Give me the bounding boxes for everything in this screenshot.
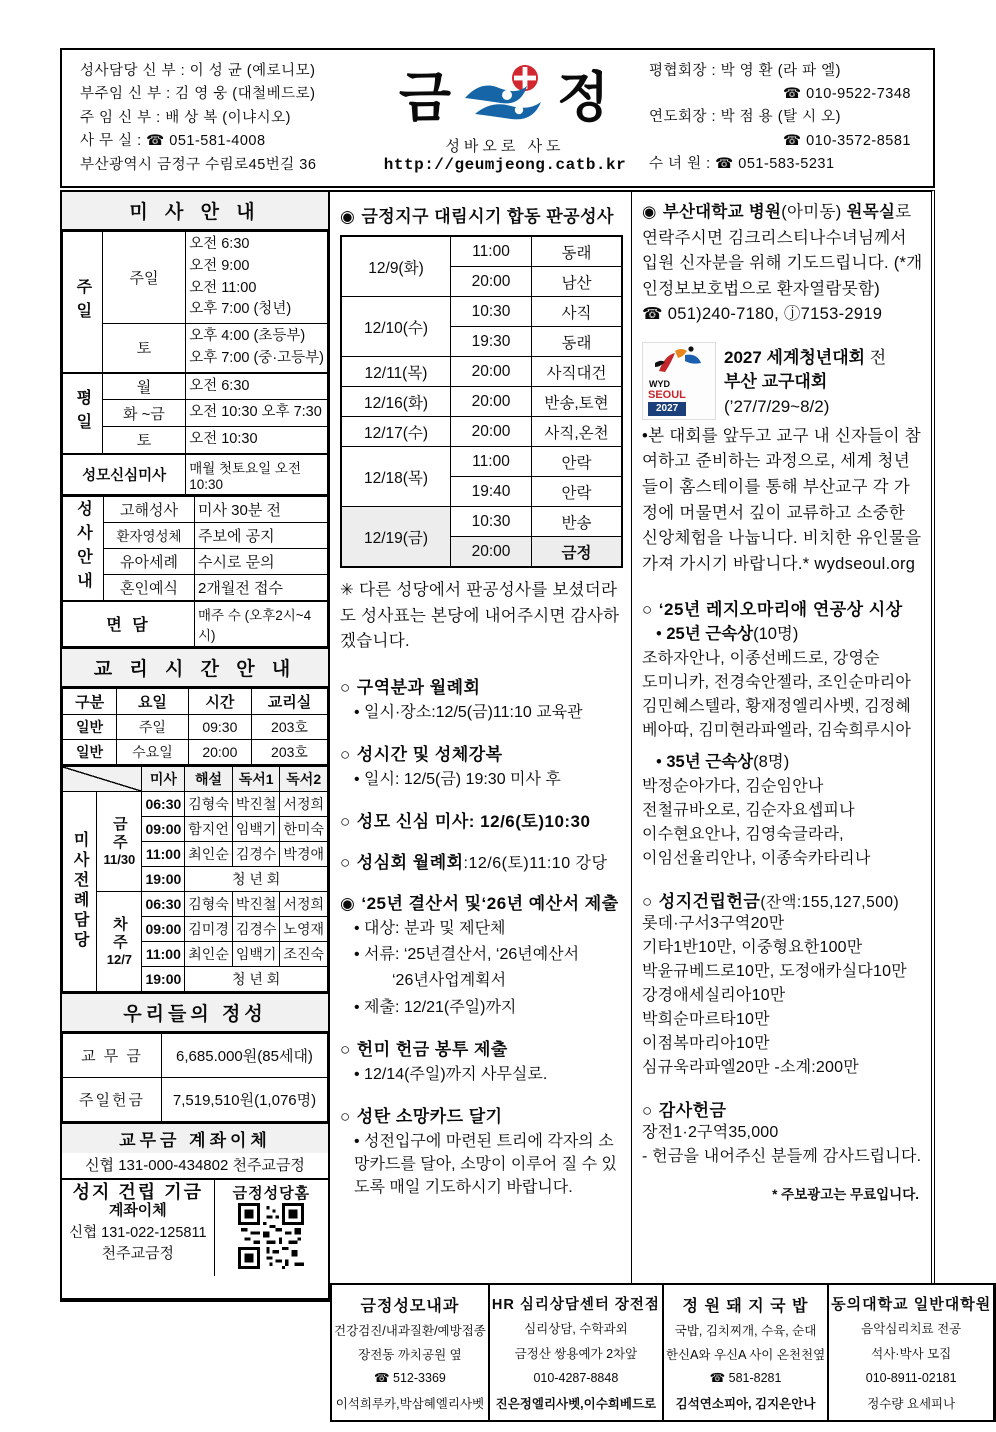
- confession-time: 19:40: [451, 477, 532, 507]
- roster-header: 독서1: [232, 766, 280, 792]
- offerings-title: 우리들의 정성: [62, 992, 328, 1033]
- offering-name: 주일헌금: [63, 1077, 162, 1121]
- confession-table: [340, 235, 623, 568]
- notice-holyhour: ○ 성시간 및 성체강복 • 일시: 12/5(금) 19:30 미사 후: [340, 744, 561, 788]
- notice-monthly: ○ 구역분과 월례회 • 일시·장소:12/5(금)11:10 교육관: [340, 677, 583, 721]
- confession-date-highlighted: 12/19(금): [341, 507, 451, 568]
- header-contact-left: [62, 50, 367, 186]
- marian-mass-label: 성모신심미사: [63, 454, 186, 495]
- ad-restaurant: 정 원 돼 지 국 밥 국밥, 김치찌개, 수육, 순대 한신A와 우신A 사이 온천천옆 ☎ 581-8281 김석연소피아, 김지은안나: [663, 1283, 828, 1422]
- wyd-section: [642, 342, 923, 420]
- confession-place: 사직: [532, 297, 623, 327]
- ad-counseling: HR 심리상담센터 장전점 심리상담, 수학과외 금정산 쌍용예가 2차앞 010-4287-8848 진은정엘리사벳,이수희베드로: [489, 1283, 663, 1422]
- roster-cell: 김형숙: [185, 891, 233, 916]
- sunday-label: 주일: [102, 232, 185, 324]
- catechism-header: 구분: [63, 688, 117, 714]
- masthead-subtitle: 성바오로 사도: [445, 138, 565, 155]
- ad-clinic: 금정성모내과 건강검진/내과질환/예방접종 장전동 까치공원 옆 ☎ 512-3369 이석희루카,박삼혜엘리사벳: [330, 1283, 489, 1422]
- masthead: [367, 50, 643, 186]
- roster-header: 해설: [185, 766, 233, 792]
- roster-cell: 김형숙: [185, 791, 233, 816]
- this-week-cell: 금주 11/30: [97, 791, 142, 891]
- header-phone: ☎ 010-3572-8581: [783, 132, 911, 149]
- right-column: [632, 190, 935, 1285]
- confession-note: ✳ 다른 성당에서 판공성사를 보셨더라도 성사표는 본당에 내어주시면 감사하겠습니다.: [340, 581, 620, 651]
- confession-title: ◉ 금정지구 대림시기 합동 판공성사: [340, 207, 614, 226]
- catechism-table: [62, 688, 328, 765]
- sacrament-name: 고해성사: [104, 496, 195, 523]
- confession-place: 반송,토현: [532, 387, 623, 417]
- header-line: 사 무 실 : ☎ 051-581-4008: [80, 133, 266, 150]
- roster-cell: 노영재: [280, 916, 328, 941]
- bullseye-marker: ◉: [340, 207, 356, 226]
- saturday2-label: 토: [102, 427, 185, 454]
- weekend-vlabel: 주일: [73, 277, 91, 326]
- roster-youth-cell: 청 년 회: [185, 866, 328, 891]
- confession-place-highlighted: 금정: [532, 537, 623, 568]
- weekday-vlabel: 평일: [73, 389, 91, 438]
- sacrament-value: 주보에 공지: [195, 522, 328, 548]
- hospital-phone: ☎ 051)240-7180, ⓙ7153-2919: [642, 305, 883, 324]
- catechism-header: 요일: [117, 688, 189, 714]
- meeting-value: 매주 수 (오후2시~4시): [195, 601, 328, 647]
- roster-youth-cell: 청 년 회: [185, 966, 328, 991]
- catechism-header: 교리실: [252, 688, 328, 714]
- notice-marian-mass: ○ 성모 신심 미사: 12/6(토)10:30: [340, 812, 591, 832]
- confession-time: 20:00: [451, 417, 532, 447]
- catechism-cell: 09:30: [188, 714, 251, 739]
- confession-time: 19:30: [451, 327, 532, 357]
- confession-place: 안락: [532, 447, 623, 477]
- catechism-cell: 일반: [63, 739, 117, 764]
- marian-mass-value: 매월 첫토요일 오전 10:30: [186, 454, 328, 495]
- roster-cell: 09:00: [142, 916, 185, 941]
- header-line: 수 녀 원 : ☎ 051-583-5231: [649, 155, 835, 172]
- sacrament-name: 유아세례: [104, 548, 195, 574]
- confession-date: 12/11(목): [341, 357, 451, 387]
- saturday2-time: 오전 10:30: [186, 427, 328, 454]
- catechism-cell: 일반: [63, 714, 117, 739]
- qr-label: 금정성당홈: [232, 1184, 311, 1202]
- confession-time: 11:00: [451, 447, 532, 477]
- confession-place: 반송: [532, 507, 623, 537]
- roster-cell: 06:30: [142, 791, 185, 816]
- roster-cell: 한미숙: [280, 816, 328, 841]
- wyd-title: 2027 세계청년대회 전 부산 교구대회(’27/7/29~8/2): [724, 347, 887, 417]
- sacrament-value: 미사 30분 전: [195, 496, 328, 523]
- header-contact-right: [643, 50, 933, 186]
- confession-time: 11:00: [451, 236, 532, 267]
- roster-vlabel: 미사전례담당: [71, 831, 89, 952]
- tithe-transfer-value: 신협 131-000-434802 천주교금정: [85, 1156, 305, 1174]
- wyd-body: •본 대회를 앞두고 교구 내 신자들이 참여하고 준비하는 과정으로, 세계 청년들이 홈스테이를 통해 부산교구 각 가정에 머물면서 깊이 교류하고 소중한 신앙체험을 나눕니다. 비치한 유인물을 가져 가시기 바랍니다.* wydseoul.org: [642, 426, 922, 573]
- ad-free-note: * 주보광고는 무료입니다.: [772, 1187, 919, 1203]
- confession-place: 동래: [532, 327, 623, 357]
- tithe-transfer-title: 교무금 계좌이체: [62, 1124, 328, 1153]
- confession-place: 사직대건: [532, 357, 623, 387]
- meeting-label: 면 담: [63, 601, 195, 647]
- offering-name: 교 무 금: [63, 1033, 162, 1077]
- roster-cell: 19:00: [142, 866, 185, 891]
- roster-cell: 김경수: [232, 841, 280, 866]
- saturday-times: 오후 4:00 (초등부) 오후 7:00 (중·고등부): [186, 324, 328, 373]
- sacrament-name: 환자영성체: [104, 522, 195, 548]
- legio-awards: ○ ‘25년 레지오마리애 연공상 시상 • 25년 근속상(10명) 조하자안나, 이종선베드로, 강영순 도미니카, 전경숙안젤라, 조인순마리아 김민혜스텔라, 황재정엘리사벳, 김정혜 베아따, 김미현라파엘라, 김숙희루시아 • 35년 근속상(8명) 박정순아가다, 김순임안나 전철규바오로, 김순자요셉피나 이수현요안나, 김영숙글라라, 이임선율리안나, 이종숙카타리나: [642, 600, 912, 868]
- confession-place: 남산: [532, 267, 623, 297]
- header-line: 부주임 신 부 : 김 영 웅 (대철베드로): [80, 86, 316, 103]
- catechism-cell: 20:00: [188, 739, 251, 764]
- tuefri-time: 오전 10:30 오후 7:30: [186, 400, 328, 427]
- catechism-cell: 203호: [252, 739, 328, 764]
- next-week-cell: 차주 12/7: [97, 891, 142, 991]
- parish-url: http://geumjeong.catb.kr: [383, 156, 627, 174]
- confession-date: 12/9(화): [341, 236, 451, 297]
- tuefri-label: 화 ~금: [102, 400, 185, 427]
- roster-cell: 서정희: [280, 791, 328, 816]
- roster-cell: 조진숙: [280, 941, 328, 966]
- monday-time: 오전 6:30: [186, 373, 328, 400]
- left-column: [60, 190, 330, 1302]
- ads-row: [330, 1283, 992, 1422]
- roster-cell: 김미경: [185, 916, 233, 941]
- roster-cell: 김경수: [232, 916, 280, 941]
- offering-value: 6,685.000원(85세대): [162, 1033, 328, 1077]
- sacraments-table: [62, 495, 328, 647]
- qr-code: [238, 1256, 304, 1273]
- parish-logo: [459, 62, 551, 133]
- confession-time: 10:30: [451, 297, 532, 327]
- monday-label: 월: [102, 373, 185, 400]
- catechism-header: 시간: [188, 688, 251, 714]
- sunday-times: 오전 6:30 오전 9:00 오전 11:00 오후 7:00 (청년): [186, 232, 328, 324]
- middle-column: [330, 190, 632, 1285]
- roster-cell: 11:00: [142, 941, 185, 966]
- roster-cell: 09:00: [142, 816, 185, 841]
- catechism-cell: 주일: [117, 714, 189, 739]
- offerings-table: [62, 1033, 328, 1122]
- confession-place: 사직,온천: [532, 417, 623, 447]
- confession-time: 10:30: [451, 507, 532, 537]
- sacrament-name: 혼인예식: [104, 574, 195, 601]
- roster-cell: 06:30: [142, 891, 185, 916]
- confession-time: 20:00: [451, 537, 532, 568]
- roster-cell: 임백기: [232, 941, 280, 966]
- ad-university: 동의대학교 일반대학원 음악심리치료 전공 석사·박사 모집 010-8911-02181 정수량 요세피나: [828, 1283, 996, 1422]
- header-line: 부산광역시 금정구 수림로45번길 36: [80, 156, 317, 173]
- header: [60, 48, 935, 188]
- notice-sacredheart: ○ 성심회 월례회:12/6(토)11:10 강당: [340, 853, 608, 873]
- building-fund-box: [62, 1178, 328, 1276]
- roster-cell: 최인순: [185, 841, 233, 866]
- tithe-transfer-box: [62, 1122, 328, 1178]
- roster-cell: 박진철: [232, 891, 280, 916]
- header-line: 연도회장 : 박 점 용 (탈 시 오): [649, 109, 841, 126]
- notice-rice: ○ 헌미 헌금 봉투 제출 • 12/14(주일)까지 사무실로.: [340, 1039, 548, 1083]
- notice-wishcard: ○ 성탄 소망카드 달기 • 성전입구에 마련된 트리에 각자의 소망카드를 달아, 소망이 이루어 질 수 있도록 매일 기도하시기 바랍니다.: [340, 1107, 617, 1197]
- roster-cell: 박진철: [232, 791, 280, 816]
- roster-cell: 임백기: [232, 816, 280, 841]
- roster-cell: 함지언: [185, 816, 233, 841]
- liturgy-roster-table: [62, 765, 328, 992]
- roster-cell: 11:00: [142, 841, 185, 866]
- header-line: 성사담당 신 부 : 이 성 균 (예로니모): [80, 63, 316, 79]
- header-phone: ☎ 010-9522-7348: [783, 86, 911, 103]
- confession-time: 20:00: [451, 357, 532, 387]
- roster-cell: 19:00: [142, 966, 185, 991]
- catechism-cell: 203호: [252, 714, 328, 739]
- mass-info-title: 미 사 안 내: [62, 192, 328, 231]
- confession-place: 안락: [532, 477, 623, 507]
- masthead-char-right: 정: [557, 67, 612, 128]
- confession-date: 12/18(목): [341, 447, 451, 507]
- saturday-label: 토: [102, 324, 185, 373]
- header-line: 평협회장 : 박 영 환 (라 파 엘): [649, 63, 841, 79]
- notice-report: ◉ ‘25년 결산서 및‘26년 예산서 제출 • 대상: 분과 및 제단체 • 서류: ‘25년결산서, ‘26년예산서 ‘26년사업계획서 • 제출: 12/21(주일)까지: [340, 894, 619, 1016]
- thanks-offering: ○ 감사헌금 장전1·2구역35,000 - 헌금을 내어주신 분들께 감사드립니다.: [642, 1101, 922, 1166]
- roster-cell: 서정희: [280, 891, 328, 916]
- roster-cell: 최인순: [185, 941, 233, 966]
- offering-value: 7,519,510원(1,076명): [162, 1077, 328, 1121]
- homepage-qr-box: [215, 1180, 328, 1276]
- confession-date: 12/16(화): [341, 387, 451, 417]
- roster-header: 미사: [142, 766, 185, 792]
- sacrament-value: 수시로 문의: [195, 548, 328, 574]
- confession-date: 12/10(수): [341, 297, 451, 357]
- roster-cell: 박경애: [280, 841, 328, 866]
- catechism-title: 교 리 시 간 안 내: [62, 647, 328, 688]
- header-line: 주 임 신 부 : 배 상 복 (이냐시오): [80, 109, 291, 126]
- sacrament-value: 2개월전 접수: [195, 574, 328, 601]
- wyd-logo: WYD SEOUL 2027: [642, 342, 716, 420]
- confession-date: 12/17(수): [341, 417, 451, 447]
- catechism-cell: 수요일: [117, 739, 189, 764]
- roster-header: 독서2: [280, 766, 328, 792]
- masthead-char-left: 금: [398, 67, 453, 128]
- confession-time: 20:00: [451, 387, 532, 417]
- mass-info-table: [62, 231, 328, 495]
- confession-place: 동래: [532, 236, 623, 267]
- hospital-notice: ◉ 부산대학교 병원(아미동) 원목실로 연락주시면 김크리스티나수녀님께서 입원 신자분을 위해 기도드립니다. (*개인정보보호법으로 환자열람못함) ☎ 051)240-7180, ⓙ7153-2919: [642, 203, 923, 324]
- confession-time: 20:00: [451, 267, 532, 297]
- building-fund-donations: ○ 성지건립헌금(잔액:155,127,500) 롯데·구서3구역20만 기타1반10만, 이중형요한100만 박윤규베드로10만, 도정애카실다10만 강경애세실리아10만 박희순마르타10만 이점복마리아10만 심규욱라파엘20만 -소계:200만: [642, 892, 907, 1077]
- fund-account: 성지 건립 기금 계좌이체 신협 131-022-125811 천주교금정: [62, 1180, 215, 1276]
- sacraments-vlabel: 성사안내: [74, 500, 92, 597]
